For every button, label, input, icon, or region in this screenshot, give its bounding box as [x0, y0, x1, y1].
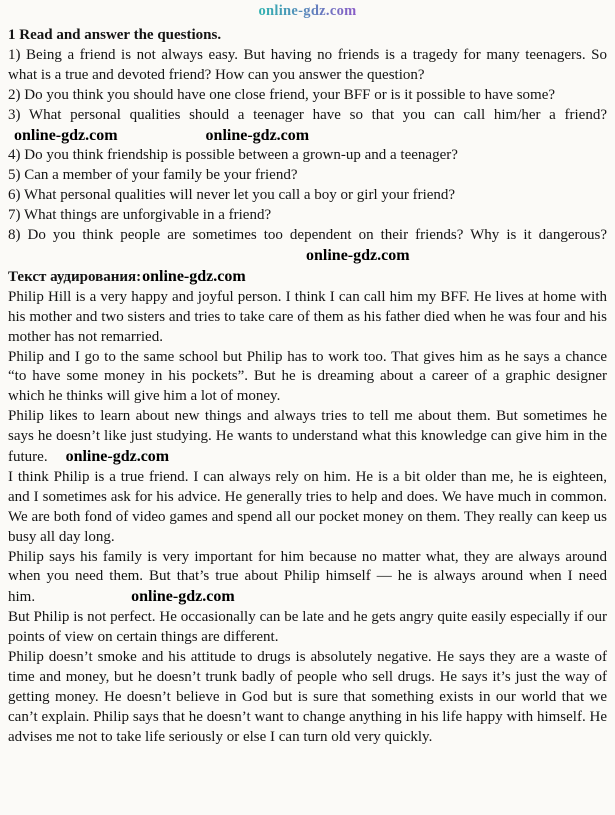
question-2	[8, 86, 607, 106]
transcript-paragraph-5	[8, 548, 607, 609]
transcript-paragraph-2	[8, 348, 607, 408]
transcript-paragraph-1-text: Philip Hill is a very happy and joyful person. I think I can call him my BFF. He lives at home with his mother and two sisters and tries to take care of them as his father died when he was four and his mother has not remarried.	[8, 288, 607, 345]
question-6-text: 6) What personal qualities will never let you call a boy or girl your friend?	[8, 187, 456, 204]
question-4-text: 4) Do you think friendship is possible between a grown-up and a teenager?	[8, 147, 458, 164]
watermark-inline-transcript: online-gdz.com	[142, 267, 246, 285]
question-7-text: 7) What things are unforgivable in a friend?	[8, 207, 272, 224]
watermark-inline-p5: online-gdz.com	[131, 588, 235, 606]
transcript-paragraph-2-text: Philip and I go to the same school but Philip has to work too. That gives him as he says a chance “to have some money in his pockets”. But he is dreaming about a career of a graphic designer which he thinks will give him a lot of money.	[8, 348, 607, 405]
watermark-top-text: online-gdz.com	[258, 3, 357, 19]
question-8-text: 8) Do you think people are sometimes too dependent on their friends? Why is it dangerous?	[8, 227, 607, 244]
transcript-paragraph-7	[8, 648, 607, 748]
question-1	[8, 46, 607, 86]
watermark-inline-q3-a: online-gdz.com	[14, 126, 118, 144]
watermark-top	[0, 2, 615, 22]
question-8	[8, 226, 607, 267]
transcript-paragraph-6	[8, 608, 607, 648]
question-5	[8, 166, 607, 186]
question-4	[8, 146, 607, 166]
transcript-label: Текст аудирования:	[8, 268, 142, 285]
question-2-text: 2) Do you think you should have one close friend, your BFF or is it possible to have some?	[8, 86, 556, 103]
transcript-paragraph-7-text: Philip doesn’t smoke and his attitude to drugs is absolutely negative. He says they are a waste of time and money, but he doesn’t trunk badly of people who sell drugs. He says it’s just the way of getting money. He doesn’t believe in God but is sure that something exists in our world that we can’t explain. Philip says that he doesn’t want to change anything in his life happy with himself. He advises me not to take life seriously or else I can turn old very quickly.	[8, 649, 607, 745]
question-5-text: 5) Can a member of your family be your friend?	[8, 167, 298, 184]
transcript-paragraph-5-text: Philip says his family is very important for him because no matter what, they are always around when you need them. But that’s true about Philip himself — he is always around when I need him.	[8, 548, 607, 606]
task-heading: 1 Read and answer the questions.	[8, 27, 222, 43]
question-6	[8, 186, 607, 206]
question-3	[8, 106, 607, 147]
watermark-inline-q8: online-gdz.com	[306, 246, 410, 264]
transcript-paragraph-3-text: Philip likes to learn about new things and always tries to tell me about them. But sometimes he says he doesn’t like just studying. He wants to understand what this knowledge can give him in the future.	[8, 408, 607, 466]
transcript-paragraph-4	[8, 468, 607, 548]
transcript-paragraph-3	[8, 407, 607, 468]
question-3-text: 3) What personal qualities should a teenager have so that you can call him/her a friend?	[8, 106, 607, 123]
question-1-text: 1) Being a friend is not always easy. But having no friends is a tragedy for many teenagers. So what is a true and devoted friend? How can you answer the question?	[8, 46, 607, 83]
watermark-inline-q3-b: online-gdz.com	[205, 126, 310, 144]
question-7	[8, 206, 607, 226]
transcript-paragraph-1	[8, 288, 607, 348]
watermark-inline-p3: online-gdz.com	[65, 448, 170, 466]
transcript-paragraph-6-text: But Philip is not perfect. He occasionally can be late and he gets angry quite easily especially if our points of view on certain things are different.	[8, 609, 607, 646]
transcript-label-line	[8, 267, 607, 288]
transcript-paragraph-4-text: I think Philip is a true friend. I can always rely on him. He is a bit older than me, he is eighteen, and I sometimes ask for his advice. He generally tries to help and does. We have much in common. We are both fond of video games and spend all our pocket money on them. They really can keep us busy all day long.	[8, 468, 607, 545]
